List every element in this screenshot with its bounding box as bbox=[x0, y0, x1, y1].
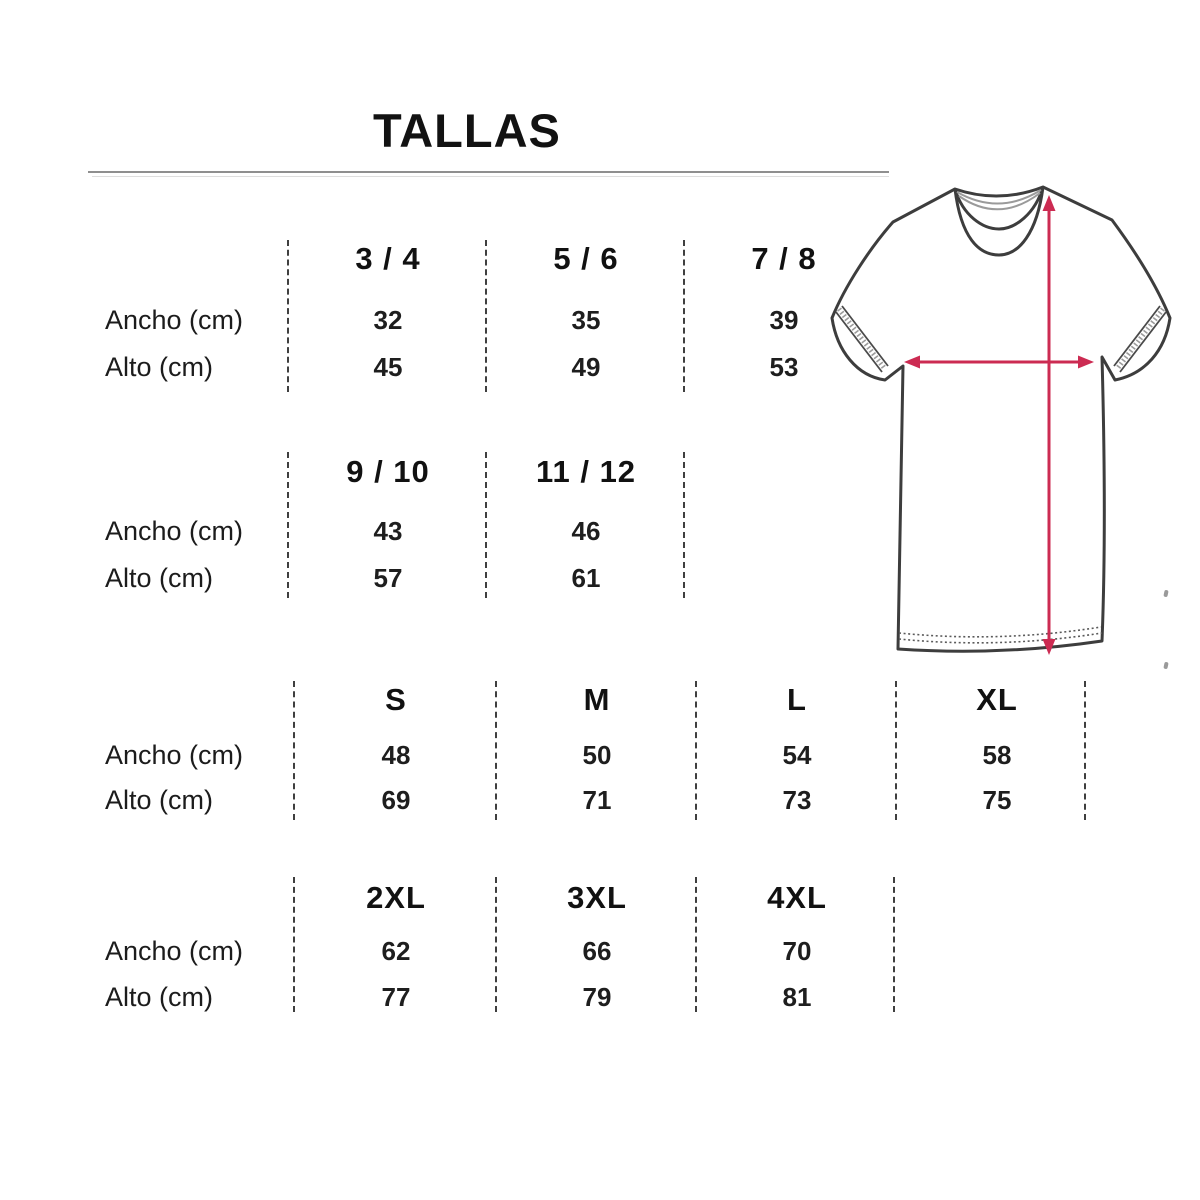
size-header: 3 / 4 bbox=[355, 241, 421, 276]
ancho-value: 39 bbox=[769, 305, 799, 335]
size-header: 9 / 10 bbox=[346, 454, 430, 489]
ancho-value: 43 bbox=[373, 516, 403, 546]
alto-value: 77 bbox=[381, 982, 411, 1012]
ancho-value: 58 bbox=[982, 740, 1012, 770]
size-column bbox=[287, 452, 487, 598]
alto-value: 79 bbox=[582, 982, 612, 1012]
ancho-value: 48 bbox=[381, 740, 411, 770]
ancho-value: 54 bbox=[782, 740, 812, 770]
ancho-value: 66 bbox=[582, 936, 612, 966]
size-table-adult bbox=[0, 681, 1200, 820]
column-separator bbox=[1084, 681, 1086, 820]
size-header: 4XL bbox=[767, 880, 827, 915]
row-label-alto: Alto (cm) bbox=[105, 563, 213, 593]
ancho-value: 46 bbox=[571, 516, 601, 546]
size-header: 5 / 6 bbox=[553, 241, 619, 276]
page-title: TALLAS bbox=[373, 104, 561, 157]
alto-value: 69 bbox=[381, 785, 411, 815]
size-table-adult-plus bbox=[0, 877, 1200, 1012]
size-header: 7 / 8 bbox=[751, 241, 817, 276]
ancho-value: 35 bbox=[571, 305, 601, 335]
alto-value: 49 bbox=[571, 352, 601, 382]
stray-mark bbox=[1163, 662, 1168, 670]
column-separator bbox=[893, 877, 895, 1012]
row-label-alto: Alto (cm) bbox=[105, 982, 213, 1012]
alto-value: 45 bbox=[373, 352, 403, 382]
tshirt-diagram bbox=[815, 176, 1187, 668]
alto-value: 81 bbox=[782, 982, 812, 1012]
row-label-ancho: Ancho (cm) bbox=[105, 740, 244, 770]
alto-value: 71 bbox=[582, 785, 612, 815]
size-column bbox=[293, 681, 497, 820]
title-divider-shadow bbox=[92, 176, 889, 177]
row-label-ancho: Ancho (cm) bbox=[105, 516, 244, 546]
row-label-alto: Alto (cm) bbox=[105, 785, 213, 815]
size-column bbox=[495, 681, 697, 820]
title-divider bbox=[88, 171, 889, 173]
alto-value: 73 bbox=[782, 785, 812, 815]
size-header: 3XL bbox=[567, 880, 627, 915]
size-column bbox=[287, 240, 487, 392]
size-header: M bbox=[583, 682, 611, 717]
size-column bbox=[485, 240, 685, 392]
size-column bbox=[695, 877, 897, 1012]
size-header: 11 / 12 bbox=[535, 454, 637, 489]
alto-value: 53 bbox=[769, 352, 799, 382]
tshirt-outline bbox=[832, 187, 1170, 651]
size-column bbox=[485, 452, 685, 598]
size-column bbox=[895, 681, 1097, 820]
row-label-alto: Alto (cm) bbox=[105, 352, 213, 382]
size-header: S bbox=[385, 682, 407, 717]
alto-value: 75 bbox=[982, 785, 1012, 815]
row-label-ancho: Ancho (cm) bbox=[105, 305, 244, 335]
row-label-ancho: Ancho (cm) bbox=[105, 936, 244, 966]
size-header: 2XL bbox=[366, 880, 426, 915]
ancho-value: 50 bbox=[582, 740, 612, 770]
size-header: L bbox=[787, 682, 807, 717]
ancho-value: 70 bbox=[782, 936, 812, 966]
ancho-value: 32 bbox=[373, 305, 403, 335]
column-separator bbox=[683, 452, 685, 598]
size-header: XL bbox=[976, 682, 1018, 717]
alto-value: 61 bbox=[571, 563, 601, 593]
size-column bbox=[695, 681, 897, 820]
alto-value: 57 bbox=[373, 563, 403, 593]
size-column bbox=[293, 877, 497, 1012]
ancho-value: 62 bbox=[381, 936, 411, 966]
size-column bbox=[495, 877, 697, 1012]
